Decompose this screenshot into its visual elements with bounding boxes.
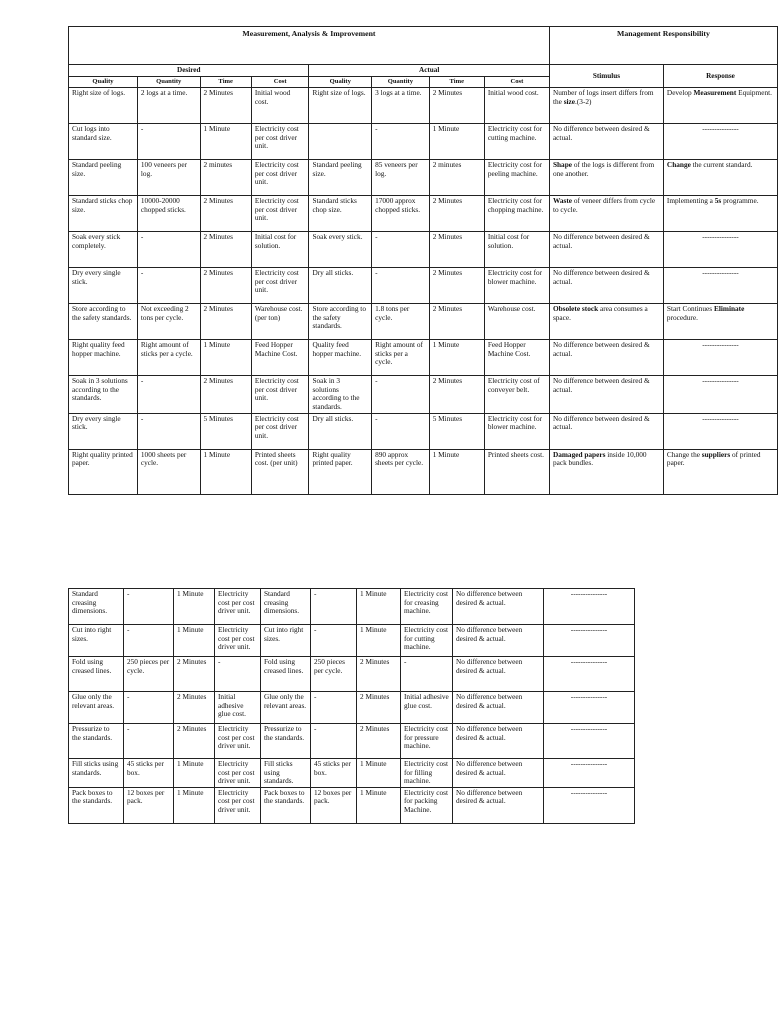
desired-quantity-cell: - xyxy=(137,124,200,160)
actual-quantity-cell: - xyxy=(372,268,430,304)
stimulus-cell xyxy=(549,88,663,124)
desired-quantity-cell: - xyxy=(137,268,200,304)
desired-quantity-cell: Not exceeding 2 tons per cycle. xyxy=(137,304,200,340)
desired-quantity-cell: - xyxy=(137,376,200,413)
desired-cost-cell: Initial cost for solution. xyxy=(251,232,309,268)
table-row xyxy=(69,413,778,449)
desired-quantity-cell: - xyxy=(124,625,174,657)
table-row xyxy=(69,268,778,304)
desired-quantity-cell: 250 pieces per cycle. xyxy=(124,657,174,692)
actual-quality-cell: Standard creasing dimensions. xyxy=(261,589,311,625)
actual-time-cell: 2 Minutes xyxy=(357,724,401,759)
desired-quality-cell: Right quality feed hopper machine. xyxy=(69,340,138,376)
actual-time-cell: 1 Minute xyxy=(429,124,484,160)
response-cell xyxy=(663,449,777,494)
desired-cost-cell: Feed Hopper Machine Cost. xyxy=(251,340,309,376)
desired-quality-cell: Cut into right sizes. xyxy=(69,625,124,657)
desired-quality-cell: Dry every single stick. xyxy=(69,413,138,449)
actual-time-cell: 2 Minutes xyxy=(357,692,401,724)
response-text: --------------- xyxy=(702,340,739,350)
desired-cost-cell: Warehouse cost. (per ton) xyxy=(251,304,309,340)
response-cell xyxy=(663,196,777,232)
actual-quantity-cell: - xyxy=(311,692,357,724)
stimulus-bold-text: Obsolete stock xyxy=(552,304,599,314)
desired-cost-cell: Electricity cost per cost driver unit. xyxy=(215,724,261,759)
table-row xyxy=(69,304,778,340)
table-row xyxy=(69,724,635,759)
actual-quantity-cell: 85 veneers per log. xyxy=(372,160,430,196)
actual-cost-cell: Electricity cost for cutting machine. xyxy=(401,625,453,657)
desired-time-cell: 5 Minutes xyxy=(200,413,251,449)
actual-cost-cell: Electricity cost for blower machine. xyxy=(484,413,549,449)
actual-quality-cell: Cut into right sizes. xyxy=(261,625,311,657)
col-desired-quantity: Quantity xyxy=(137,76,200,88)
desired-time-cell: 2 Minutes xyxy=(174,657,215,692)
actual-cost-cell: - xyxy=(401,657,453,692)
actual-quantity-cell: 12 boxes per pack. xyxy=(311,787,357,823)
response-cell xyxy=(663,88,777,124)
actual-cost-cell: Electricity cost for pressure machine. xyxy=(401,724,453,759)
actual-quantity-cell: 45 sticks per box. xyxy=(311,759,357,788)
actual-cost-cell: Electricity cost for packing Machine. xyxy=(401,787,453,823)
desired-quality-cell: Right quality printed paper. xyxy=(69,449,138,494)
table-row xyxy=(69,449,778,494)
table-row xyxy=(69,657,635,692)
actual-time-cell: 1 Minute xyxy=(357,625,401,657)
stimulus-cell xyxy=(549,304,663,340)
actual-cost-cell: Feed Hopper Machine Cost. xyxy=(484,340,549,376)
desired-cost-cell: Printed sheets cost. (per unit) xyxy=(251,449,309,494)
actual-quality-cell: Standard peeling size. xyxy=(309,160,372,196)
desired-quality-cell: Soak every stick completely. xyxy=(69,232,138,268)
desired-time-cell: 1 Minute xyxy=(200,340,251,376)
col-actual-quantity: Quantity xyxy=(372,76,430,88)
desired-quality-cell: Standard creasing dimensions. xyxy=(69,589,124,625)
desired-quantity-cell: - xyxy=(124,589,174,625)
response-text: --------------- xyxy=(702,232,739,242)
response-cell: --------------- xyxy=(544,589,635,625)
actual-time-cell: 2 Minutes xyxy=(429,376,484,413)
actual-quality-cell: Right size of logs. xyxy=(309,88,372,124)
actual-quantity-cell: - xyxy=(311,589,357,625)
desired-quality-cell: Fill sticks using standards. xyxy=(69,759,124,788)
desired-time-cell: 2 minutes xyxy=(200,160,251,196)
table-row xyxy=(69,160,778,196)
desired-time-cell: 2 Minutes xyxy=(200,88,251,124)
stimulus-text: No difference between desired & actual. xyxy=(552,376,650,394)
col-desired-quality: Quality xyxy=(69,76,138,88)
desired-quantity-cell: 45 sticks per box. xyxy=(124,759,174,788)
actual-cost-cell: Electricity cost for cutting machine. xyxy=(484,124,549,160)
actual-cost-cell: Warehouse cost. xyxy=(484,304,549,340)
actual-quantity-cell: Right amount of sticks per a cycle. xyxy=(372,340,430,376)
stimulus-cell: No difference between desired & actual. xyxy=(453,657,544,692)
actual-header: Actual xyxy=(309,65,549,77)
actual-time-cell: 5 Minutes xyxy=(429,413,484,449)
desired-time-cell: 2 Minutes xyxy=(200,376,251,413)
response-text: Equipment. xyxy=(736,88,772,98)
response-bold-text: Measurement xyxy=(693,88,737,98)
stimulus-cell: No difference between desired & actual. xyxy=(453,692,544,724)
desired-cost-cell: Electricity cost per cost driver unit. xyxy=(215,625,261,657)
actual-quality-cell: Soak in 3 solutions according to the standards. xyxy=(309,376,372,413)
actual-quality-cell: Quality feed hopper machine. xyxy=(309,340,372,376)
desired-time-cell: 2 Minutes xyxy=(200,232,251,268)
response-text: --------------- xyxy=(702,124,739,134)
actual-quality-cell: Dry all sticks. xyxy=(309,413,372,449)
desired-quantity-cell: 10000-20000 chopped sticks. xyxy=(137,196,200,232)
response-bold-text: suppliers xyxy=(701,449,731,459)
desired-quantity-cell: - xyxy=(124,692,174,724)
desired-quantity-cell: 12 boxes per pack. xyxy=(124,787,174,823)
actual-quantity-cell: - xyxy=(372,124,430,160)
response-cell: --------------- xyxy=(544,625,635,657)
actual-quality-cell: Dry all sticks. xyxy=(309,268,372,304)
response-text: --------------- xyxy=(702,413,739,423)
actual-quantity-cell: - xyxy=(372,232,430,268)
stimulus-text: area consumes a space. xyxy=(552,304,648,322)
actual-cost-cell: Electricity cost for filling machine. xyxy=(401,759,453,788)
desired-quantity-cell: - xyxy=(137,232,200,268)
desired-quantity-cell: 100 veneers per log. xyxy=(137,160,200,196)
table-row xyxy=(69,232,778,268)
actual-time-cell: 1 Minute xyxy=(357,759,401,788)
actual-time-cell: 2 minutes xyxy=(429,160,484,196)
actual-cost-cell: Electricity cost for peeling machine. xyxy=(484,160,549,196)
response-text: Implementing a xyxy=(666,196,715,206)
desired-cost-cell: Electricity cost per cost driver unit. xyxy=(251,124,309,160)
desired-cost-cell: Electricity cost per cost driver unit. xyxy=(215,787,261,823)
stimulus-text: .(3-2) xyxy=(575,96,592,106)
stimulus-text: No difference between desired & actual. xyxy=(552,340,650,358)
table-bottom-body xyxy=(69,589,635,824)
stimulus-bold-text: Waste xyxy=(552,196,572,206)
actual-cost-cell: Printed sheets cost. xyxy=(484,449,549,494)
desired-time-cell: 1 Minute xyxy=(174,625,215,657)
desired-cost-cell: Electricity cost per cost driver unit. xyxy=(215,759,261,788)
desired-quality-cell: Pressurize to the standards. xyxy=(69,724,124,759)
stimulus-cell: No difference between desired & actual. xyxy=(453,589,544,625)
desired-quality-cell: Store according to the safety standards. xyxy=(69,304,138,340)
response-cell xyxy=(663,160,777,196)
actual-time-cell: 2 Minutes xyxy=(429,88,484,124)
desired-cost-cell: Electricity cost per cost driver unit. xyxy=(251,376,309,413)
response-text: Start Continues xyxy=(666,304,714,314)
stimulus-header: Stimulus xyxy=(549,65,663,88)
response-cell xyxy=(663,340,777,376)
stimulus-text: No difference between desired & actual. xyxy=(552,232,650,250)
actual-cost-cell: Electricity cost for chopping machine. xyxy=(484,196,549,232)
desired-quantity-cell: Right amount of sticks per a cycle. xyxy=(137,340,200,376)
stimulus-text: No difference between desired & actual. xyxy=(552,268,650,286)
table-row xyxy=(69,88,778,124)
stimulus-text: inside 10,000 pack bundles. xyxy=(552,449,647,468)
desired-quality-cell: Standard sticks chop size. xyxy=(69,196,138,232)
response-cell xyxy=(663,376,777,413)
desired-time-cell: 1 Minute xyxy=(174,759,215,788)
desired-time-cell: 1 Minute xyxy=(174,589,215,625)
table-row xyxy=(69,759,635,788)
title-main: Measurement, Analysis & Improvement xyxy=(69,27,550,65)
desired-cost-cell: Electricity cost per cost driver unit. xyxy=(251,413,309,449)
response-cell: --------------- xyxy=(544,692,635,724)
table-top-body xyxy=(69,88,778,494)
stimulus-cell: No difference between desired & actual. xyxy=(453,787,544,823)
response-bold-text: Eliminate xyxy=(713,304,745,314)
desired-time-cell: 2 Minutes xyxy=(174,692,215,724)
desired-quality-cell: Fold using creased lines. xyxy=(69,657,124,692)
analysis-table-bottom xyxy=(68,588,635,824)
actual-quantity-cell: - xyxy=(372,376,430,413)
desired-quality-cell: Soak in 3 solutions according to the standards. xyxy=(69,376,138,413)
actual-time-cell: 2 Minutes xyxy=(357,657,401,692)
actual-cost-cell: Electricity cost for creasing machine. xyxy=(401,589,453,625)
actual-time-cell: 2 Minutes xyxy=(429,196,484,232)
stimulus-text: of the logs is different from one another. xyxy=(552,160,655,178)
desired-time-cell: 2 Minutes xyxy=(200,196,251,232)
actual-quality-cell: Standard sticks chop size. xyxy=(309,196,372,232)
actual-quality-cell: Pressurize to the standards. xyxy=(261,724,311,759)
stimulus-cell xyxy=(549,340,663,376)
response-text: --------------- xyxy=(702,268,739,278)
desired-quantity-cell: - xyxy=(137,413,200,449)
actual-time-cell: 1 Minute xyxy=(357,589,401,625)
response-cell xyxy=(663,232,777,268)
stimulus-text: No difference between desired & actual. xyxy=(552,413,650,432)
desired-cost-cell: - xyxy=(215,657,261,692)
actual-cost-cell: Initial wood cost. xyxy=(484,88,549,124)
desired-cost-cell: Initial wood cost. xyxy=(251,88,309,124)
desired-cost-cell: Initial adhesive glue cost. xyxy=(215,692,261,724)
response-cell xyxy=(663,304,777,340)
table-row xyxy=(69,625,635,657)
stimulus-cell xyxy=(549,196,663,232)
col-actual-time: Time xyxy=(429,76,484,88)
response-text: of printed paper. xyxy=(666,449,761,468)
desired-quality-cell: Glue only the relevant areas. xyxy=(69,692,124,724)
table-row xyxy=(69,376,778,413)
desired-quantity-cell: 2 logs at a time. xyxy=(137,88,200,124)
actual-time-cell: 1 Minute xyxy=(429,449,484,494)
stimulus-text: of veneer differs from cycle to cycle. xyxy=(552,196,656,214)
actual-quantity-cell: 1.8 tons per cycle. xyxy=(372,304,430,340)
actual-quality-cell xyxy=(309,124,372,160)
desired-cost-cell: Electricity cost per cost driver unit. xyxy=(251,196,309,232)
stimulus-cell: No difference between desired & actual. xyxy=(453,724,544,759)
response-cell: --------------- xyxy=(544,657,635,692)
response-cell xyxy=(663,124,777,160)
desired-quality-cell: Right size of logs. xyxy=(69,88,138,124)
actual-time-cell: 2 Minutes xyxy=(429,304,484,340)
actual-cost-cell: Initial cost for solution. xyxy=(484,232,549,268)
response-cell: --------------- xyxy=(544,759,635,788)
col-desired-time: Time xyxy=(200,76,251,88)
actual-quantity-cell: 17000 approx chopped sticks. xyxy=(372,196,430,232)
title-management: Management Responsibility xyxy=(549,27,777,65)
stimulus-bold-text: Shape xyxy=(552,160,572,170)
table-row xyxy=(69,692,635,724)
desired-time-cell: 2 Minutes xyxy=(200,268,251,304)
stimulus-cell xyxy=(549,449,663,494)
desired-quality-cell: Standard peeling size. xyxy=(69,160,138,196)
desired-cost-cell: Electricity cost per cost driver unit. xyxy=(251,160,309,196)
stimulus-bold-text: Damaged papers xyxy=(552,449,606,459)
stimulus-cell: No difference between desired & actual. xyxy=(453,759,544,788)
col-actual-quality: Quality xyxy=(309,76,372,88)
table-row xyxy=(69,196,778,232)
actual-quantity-cell: 890 approx sheets per cycle. xyxy=(372,449,430,494)
actual-quantity-cell: - xyxy=(311,724,357,759)
actual-time-cell: 2 Minutes xyxy=(429,232,484,268)
response-bold-text: Change xyxy=(666,160,691,170)
actual-quality-cell: Pack boxes to the standards. xyxy=(261,787,311,823)
desired-quality-cell: Cut logs into standard size. xyxy=(69,124,138,160)
desired-time-cell: 1 Minute xyxy=(200,124,251,160)
response-cell xyxy=(663,413,777,449)
actual-quality-cell: Store according to the safety standards. xyxy=(309,304,372,340)
actual-quality-cell: Glue only the relevant areas. xyxy=(261,692,311,724)
actual-quantity-cell: 250 pieces per cycle. xyxy=(311,657,357,692)
actual-cost-cell: Electricity cost of conveyer belt. xyxy=(484,376,549,413)
response-text: Change the xyxy=(666,449,702,459)
stimulus-cell: No difference between desired & actual. xyxy=(453,625,544,657)
desired-cost-cell: Electricity cost per cost driver unit. xyxy=(251,268,309,304)
table-row xyxy=(69,787,635,823)
actual-quantity-cell: - xyxy=(372,413,430,449)
stimulus-bold-text: size xyxy=(563,96,576,106)
stimulus-cell xyxy=(549,160,663,196)
table-row xyxy=(69,589,635,625)
response-cell: --------------- xyxy=(544,724,635,759)
response-text: programme. xyxy=(721,196,759,206)
actual-time-cell: 1 Minute xyxy=(357,787,401,823)
desired-quantity-cell: 1000 sheets per cycle. xyxy=(137,449,200,494)
desired-time-cell: 2 Minutes xyxy=(200,304,251,340)
actual-quantity-cell: - xyxy=(311,625,357,657)
desired-time-cell: 1 Minute xyxy=(174,787,215,823)
response-text: Develop xyxy=(666,88,694,98)
stimulus-cell xyxy=(549,124,663,160)
actual-quality-cell: Soak every stick. xyxy=(309,232,372,268)
stimulus-text: No difference between desired & actual. xyxy=(552,124,650,142)
response-text: the current standard. xyxy=(690,160,753,170)
desired-header: Desired xyxy=(69,65,309,77)
desired-cost-cell: Electricity cost per cost driver unit. xyxy=(215,589,261,625)
actual-quality-cell: Fold using creased lines. xyxy=(261,657,311,692)
stimulus-cell xyxy=(549,376,663,413)
analysis-table-top xyxy=(68,26,778,495)
table-row xyxy=(69,340,778,376)
response-header: Response xyxy=(663,65,777,88)
stimulus-cell xyxy=(549,413,663,449)
actual-cost-cell: Initial adhesive glue cost. xyxy=(401,692,453,724)
response-text: procedure. xyxy=(666,312,698,322)
stimulus-text: Number of logs insert differs from the xyxy=(552,88,654,106)
table-row xyxy=(69,124,778,160)
stimulus-cell xyxy=(549,268,663,304)
desired-quality-cell: Dry every single stick. xyxy=(69,268,138,304)
actual-quality-cell: Fill sticks using standards. xyxy=(261,759,311,788)
col-desired-cost: Cost xyxy=(251,76,309,88)
actual-cost-cell: Electricity cost for blower machine. xyxy=(484,268,549,304)
actual-quality-cell: Right quality printed paper. xyxy=(309,449,372,494)
actual-quantity-cell: 3 logs at a time. xyxy=(372,88,430,124)
response-text: --------------- xyxy=(702,376,739,386)
col-actual-cost: Cost xyxy=(484,76,549,88)
desired-time-cell: 1 Minute xyxy=(200,449,251,494)
stimulus-cell xyxy=(549,232,663,268)
desired-quantity-cell: - xyxy=(124,724,174,759)
actual-time-cell: 2 Minutes xyxy=(429,268,484,304)
desired-time-cell: 2 Minutes xyxy=(174,724,215,759)
response-cell: --------------- xyxy=(544,787,635,823)
response-bold-text: 5s xyxy=(714,196,722,206)
response-cell xyxy=(663,268,777,304)
actual-time-cell: 1 Minute xyxy=(429,340,484,376)
desired-quality-cell: Pack boxes to the standards. xyxy=(69,787,124,823)
